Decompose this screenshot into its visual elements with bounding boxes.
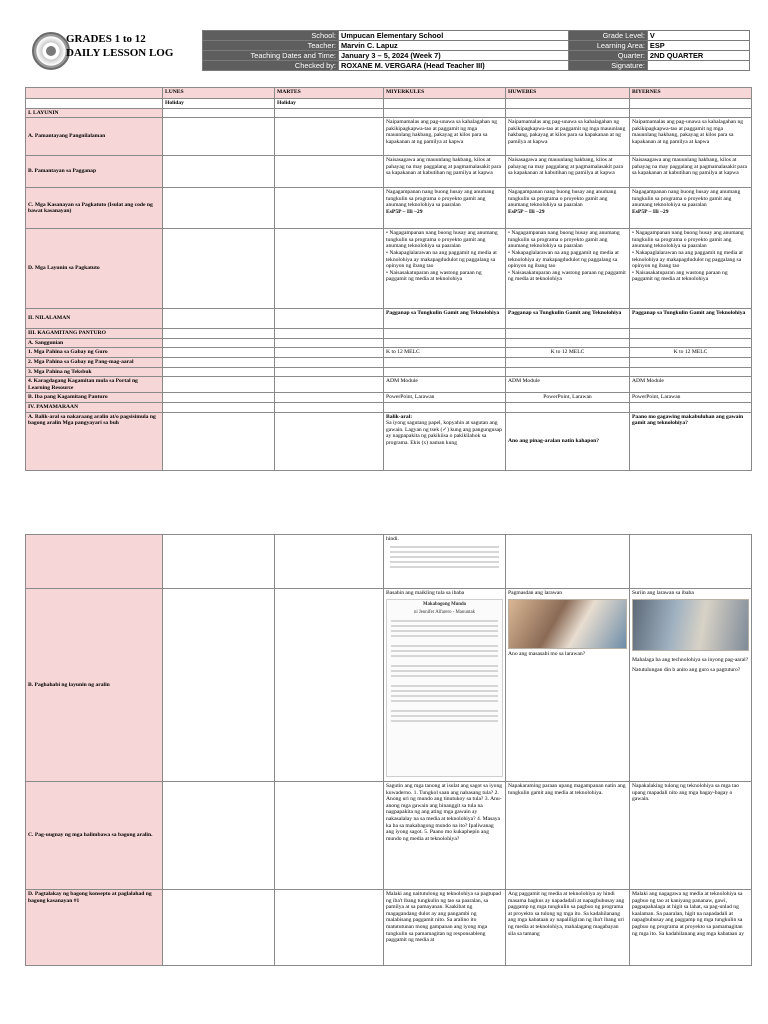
row-label-kasanayan: C. Mga Kasanayan sa Pagkatuto (Isulat ang code ng bawat kasanayan) [26, 188, 163, 229]
nilalaman-row [26, 309, 752, 329]
dates-label: Teaching Dates and Time: [203, 51, 339, 61]
ppt-thu: PowerPoint, Larawan [506, 393, 630, 403]
quarter-value: 2ND QUARTER [647, 51, 749, 61]
teacher-label: Teacher: [203, 41, 339, 51]
adm-thu: ADM Module [506, 377, 630, 393]
row-label-gabay-mag: 2. Mga Pahina sa Gabay ng Pang-mag-aaral [26, 357, 163, 367]
nilalaman-thu: Pagganap sa Tungkulin Gamit ang Teknolohiya [506, 309, 630, 329]
pag-uugnay-fri: Napakalaking tulong ng teknolohiya sa mga tao upang mapadali nito ang mga bagay-bagay o gawain. [630, 782, 752, 890]
signature-label: Signature: [568, 61, 647, 71]
pagganap-thu: Naisasagawa ang mauunlang hakbang, kilos at pahayag na may paggalang at pagmamalasakit para sa kapakanan at kabutihan ng pamilya at kapwa [506, 156, 630, 188]
holiday-row [26, 99, 752, 109]
lesson-table-page1 [25, 87, 752, 471]
checklist-line [390, 551, 499, 553]
gabay-guro-row [26, 348, 752, 358]
kagamitan-row [26, 329, 752, 339]
checked-value: ROXANE M. VERGARA (Head Teacher III) [338, 61, 568, 71]
quarter-label: Quarter: [568, 51, 647, 61]
deped-seal-icon [32, 32, 70, 70]
computer-lab-photo [632, 599, 749, 651]
row-label-pag-uugnay: C. Pag-uugnay ng mga halimbawa sa bagong aralin. [26, 782, 163, 890]
pagtalakay-fri: Malaki ang nagagawa ng media at teknolohiya sa pagbuo ng tao at kaniyang pananaw, gawi, pagpapahalaga at higit sa lahat, sa pag-unlad ng kaalaman. Sa paaralan, higit na napadadali at napagbubusay ang paggamp ng mga tungkulin sa pagbuo ng programa at proyekto sa pamamagitan ng mga ito. Sa kadahilanang ang mga kabataan ay [630, 890, 752, 966]
day-miyerkules: MIYERKULES [384, 88, 506, 99]
teacher-value: Marvin C. Lapuz [338, 41, 568, 51]
ppt-fri: PowerPoint, Larawan [630, 393, 752, 403]
holiday-lunes: Holiday [163, 99, 275, 109]
checklist-line [390, 546, 499, 548]
lesson-table-page2 [25, 534, 752, 966]
kasanayan-fri: Nagagampanan nang buong husay ang anumang tungkulin sa programa o proyekto gamit ang anumang teknolohiya sa paaralan EsP5P – IIi –29 [630, 188, 752, 229]
melc-thu: K to 12 MELC [506, 348, 630, 358]
grade-value: V [647, 31, 749, 41]
day-martes: MARTES [275, 88, 384, 99]
nilalaman-wed: Pagganap sa Tungkulin Gamit ang Teknolohiya [384, 309, 506, 329]
row-label-balik-aral: A. Balik-aral sa nakaraang aralin at/o pagsisimula ng bagong aralin Mga pangyayari sa buh [26, 412, 163, 470]
dates-value: January 3 – 5, 2024 (Week 7) [338, 51, 568, 61]
pamantayang-row [26, 118, 752, 156]
grade-label: Grade Level: [568, 31, 647, 41]
header [28, 30, 750, 76]
balik-aral-wed: Balik-aral: Sa iyong sagutang papel, kopyahin at sagutan ang gawain. Lagyan ng tsek (✓) kung ang pangungusap ay nagpapakita ng pakikiisa o pakikilahok sa programa. Ekis (x) naman kung [384, 412, 506, 470]
poem-image: Makabagong Mundo ni Jennifer Alfarero - Manuntak [386, 599, 503, 777]
kasanayan-row [26, 188, 752, 229]
checklist-line [390, 566, 499, 568]
paghahabi-thu: Pagmasdan ang larawan Ano ang masasabi mo sa larawan? [506, 589, 630, 782]
pagganap-wed: Naisasagawa ang mauunlang hakbang, kilos at pahayag na may paggalang at pagmamalasakit para sa kapakanan at kabutihan ng pamilya at kapwa [384, 156, 506, 188]
row-label-portal: 4. Karagdagang Kagamitan mula sa Portal ng Learning Resource [26, 377, 163, 393]
pamantayang-wed: Naipamamalas ang pag-unawa sa kahalagahan ng pakikipagkapwa-tao at paggamit ng mga mauunlang hakbang, pakayag at kilos para sa kapakanan at ng pamilya at kapwa [384, 118, 506, 156]
checklist-line [390, 561, 499, 563]
school-label: School: [203, 31, 339, 41]
paghahabi-wed: Basahin ang maikling tula sa ibaba Makabagong Mundo ni Jennifer Alfarero - Manuntak [384, 589, 506, 782]
ppt-wed: PowerPoint, Larawan [384, 393, 506, 403]
school-value: Umpucan Elementary School [338, 31, 568, 41]
pagganap-row [26, 156, 752, 188]
pagtalakay-thu: Ang paggamit ng media at teknolohiya ay hindi masama bagkus ay napadadali at napagbubusay ang paggamp ng mga tungkulin sa pagbuo ng programa at proyekto sa tulong ng mga ito. Sa kadahilanang ang mga kabataan ay napaliligiran ng iba't ibang uri ng media at teknolohiya, mahalagang magabayan sila sa tamang [506, 890, 630, 966]
pagtalakay-row [26, 890, 752, 966]
row-label-gabay-guro: 1. Mga Pahina sa Gabay ng Guro [26, 348, 163, 358]
pamamaraan-row [26, 402, 752, 412]
layunin-row [26, 108, 752, 118]
balik-aral-row [26, 412, 752, 470]
day-biyernes: BIYERNES [630, 88, 752, 99]
teksbuk-row [26, 367, 752, 377]
continuation-wed: hindi. [384, 535, 506, 589]
row-label-kagamitan: III. KAGAMITANG PANTURO [26, 329, 163, 339]
info-table [202, 30, 750, 71]
pag-uugnay-wed: Sagutin ang mga tanong at isulat ang sagot sa iyong kuwaderno. 1. Tungkol saan ang nabasang tula? 2. Anong uri ng mundo ang tinutukoy sa tula? 3. Anu-anong mga gawain ang binanggit sa tula na nagpapakita ng ang ating mga gawain ay nakasalalay na sa media at teknolohiya? 4. Masaya ka ba sa makabagong mundo na ito? Ipaliwanag ang iyong sagot. 5. Paano mo kukaphepin ang mundo ng media at teknolohiya? [384, 782, 506, 890]
gabay-mag-row [26, 357, 752, 367]
row-label-layunin: I. LAYUNIN [26, 108, 163, 118]
portal-row [26, 377, 752, 393]
day-header-row [26, 88, 752, 99]
sanggunian-row [26, 338, 752, 348]
row-label-sanggunian: A. Sanggunian [26, 338, 163, 348]
row-label-pamantayang: A. Pamantayang Pangnilalaman [26, 118, 163, 156]
area-label: Learning Area: [568, 41, 647, 51]
nilalaman-fri: Pagganap sa Tungkulin Gamit ang Teknolohiya [630, 309, 752, 329]
layunin-d-wed: • Nagagampanan nang buong husay ang anumang tungkulin sa programa o proyekto gamit ang anumang teknolohiya sa paaralan • Nakapaglalarawan na ang paggamit ng media at teknolohiya ay makapagdudulot ng paggalang sa opinyon ng ibang tao • Naisasakatuparan ang wastong paraan ng paggamit ng media at teknolohiya [384, 229, 506, 309]
balik-aral-thu: Ano ang pinag-aralan natin kahapon? [506, 412, 630, 470]
row-label-layunin-d: D. Mga Layunin sa Pagkatuto [26, 229, 163, 309]
kasanayan-thu: Nagagampanan nang buong husay ang anumang tungkulin sa programa o proyekto gamit ang anumang teknolohiya sa paaralan EsP5P – IIi –29 [506, 188, 630, 229]
day-huwebes: HUWEBES [506, 88, 630, 99]
layunin-d-fri: • Nagagampanan nang buong husay ang anumang tungkulin sa programa o proyekto gamit ang anumang teknolohiya sa paaralan • Nakapaglalarawan na ang paggamit ng media at teknolohiya ay makapagdudulot ng paggalang sa opinyon ng ibang tao • Naisasakatuparan ang wastong paraan ng paggamit ng media at teknolohiya [630, 229, 752, 309]
day-lunes: LUNES [163, 88, 275, 99]
holiday-martes: Holiday [275, 99, 384, 109]
row-label-pamamaraan: IV. PAMAMARAAN [26, 402, 163, 412]
row-label-iba-pang: B. Iba pang Kagamitang Panturo [26, 393, 163, 403]
kasanayan-wed: Nagagampanan nang buong husay ang anumang tungkulin sa programa o proyekto gamit ang anumang teknolohiya sa paaralan EsP5P – IIi –29 [384, 188, 506, 229]
row-label-pagtalakay: D. Pagtalakay ng bagong konsepto at paglalahad ng bagong kasanayan #1 [26, 890, 163, 966]
checked-label: Checked by: [203, 61, 339, 71]
balik-aral-fri: Paano mo gagawing makabuluhan ang gawain gamit ang teknolohiya? [630, 412, 752, 470]
pag-uugnay-row [26, 782, 752, 890]
checklist-line [390, 556, 499, 558]
area-value: ESP [647, 41, 749, 51]
row-label-paghahabi: B. Paghahabi ng layunin ng aralin [26, 589, 163, 782]
pagganap-fri: Naisasagawa ang mauunlang hakbang, kilos at pahayag na may paggalang at pagmamalasakit para sa kapakanan at kabutihan ng pamilya at kapwa [630, 156, 752, 188]
students-laptop-photo [508, 599, 627, 649]
layunin-d-row [26, 229, 752, 309]
signature-value [647, 61, 749, 71]
adm-wed: ADM Module [384, 377, 506, 393]
row-label-teksbuk: 3. Mga Pahina ng Teksbuk [26, 367, 163, 377]
melc-fri: K to 12 MELC [630, 348, 752, 358]
iba-pang-row [26, 393, 752, 403]
row-label-pagganap: B. Pamantayan sa Pagganap [26, 156, 163, 188]
adm-fri: ADM Module [630, 377, 752, 393]
pag-uugnay-thu: Napakaraming paraan upang magampanan natin ang tungkulin gamit ang media at teknolohiya. [506, 782, 630, 890]
pagtalakay-wed: Malaki ang naitutulong ng teknolohiya sa pagtupad ng iba't ibang tungkulin ng tao sa paaralan, sa pamilya at sa pamayanan. Kaakibat ng magagandang dulot ay ang pangambi ng malabisang paggamit nito. Sa aralino ito matututunan mong gampanan ang iyong mga tungkulin sa pamamagitan ng responsableng paggamit ng media at [384, 890, 506, 966]
row-label-nilalaman: II. NILALAMAN [26, 309, 163, 329]
paghahabi-row [26, 589, 752, 782]
pamantayang-fri: Naipamamalas ang pag-unawa sa kahalagahan ng pakikipagkapwa-tao at paggamit ng mga mauunlang hakbang, pakayag at kilos para sa kapakanan at ng pamilya at kapwa [630, 118, 752, 156]
paghahabi-fri: Suriin ang larawan sa ibaba Mahalaga ba ang technolohiya sa inyong pag-aaral? Natutulungan din b anito ang guro sa pagtuturo? [630, 589, 752, 782]
title-grades: GRADES 1 to 12 [66, 33, 146, 45]
continuation-row [26, 535, 752, 589]
corner-cell [26, 88, 163, 99]
pamantayang-thu: Naipamamalas ang pag-unawa sa kahalagahan ng pakikipagkapwa-tao at paggamit ng mga mauunlang hakbang, pakayag at kilos para sa kapakanan at ng pamilya at kapwa [506, 118, 630, 156]
layunin-d-thu: • Nagagampanan nang buong husay ang anumang tungkulin sa programa o proyekto gamit ang anumang teknolohiya sa paaralan • Nakapaglalarawan na ang paggamit ng media at teknolohiya ay makapagdudulot ng paggalang sa opinyon ng ibang tao • Naisasakatuparan ang wastong paraan ng paggamit ng media at teknolohiya [506, 229, 630, 309]
title-dll: DAILY LESSON LOG [66, 47, 174, 59]
melc-wed: K to 12 MELC [384, 348, 506, 358]
